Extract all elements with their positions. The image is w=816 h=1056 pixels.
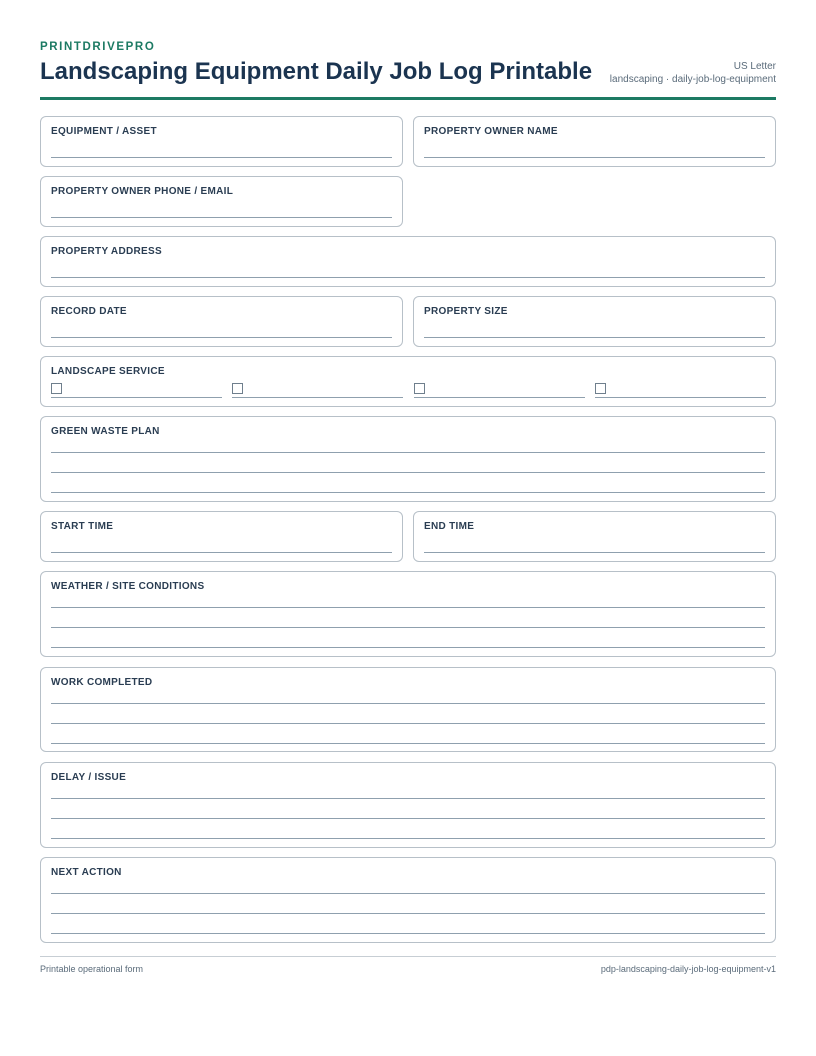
equipment-asset-field[interactable]: [40, 116, 403, 167]
write-line[interactable]: [51, 933, 765, 934]
property-size-field[interactable]: [413, 296, 776, 347]
write-line[interactable]: [51, 552, 392, 553]
property-address-label: PROPERTY ADDRESS: [51, 246, 162, 257]
write-line[interactable]: [51, 703, 765, 704]
footer-left-text: Printable operational form: [40, 964, 144, 974]
write-line[interactable]: [51, 472, 765, 473]
option-write-line[interactable]: [51, 397, 222, 398]
end-time-field[interactable]: [413, 511, 776, 562]
start-time-label: START TIME: [51, 521, 114, 532]
brand-name: PRINTDRIVEPRO: [40, 41, 156, 53]
write-line[interactable]: [51, 217, 392, 218]
header-rule: [40, 97, 776, 100]
delay-issue-field[interactable]: [40, 762, 776, 848]
write-line[interactable]: [51, 743, 765, 744]
checkbox[interactable]: [414, 383, 425, 394]
property-owner-contact-field[interactable]: [40, 176, 403, 227]
form-tags: landscaping · daily-job-log-equipment: [609, 74, 776, 85]
write-line[interactable]: [424, 552, 765, 553]
delay-issue-label: DELAY / ISSUE: [51, 772, 127, 783]
write-line[interactable]: [51, 337, 392, 338]
option-write-line[interactable]: [414, 397, 585, 398]
option-write-line[interactable]: [595, 397, 766, 398]
green-waste-plan-field[interactable]: [40, 416, 776, 502]
weather-site-conditions-label: WEATHER / SITE CONDITIONS: [51, 581, 205, 592]
weather-site-conditions-field[interactable]: [40, 571, 776, 657]
footer-rule: [40, 956, 776, 957]
write-line[interactable]: [51, 452, 765, 453]
write-line[interactable]: [51, 627, 765, 628]
landscape-service-option[interactable]: [414, 382, 585, 398]
checkbox[interactable]: [232, 383, 243, 394]
write-line[interactable]: [51, 607, 765, 608]
write-line[interactable]: [51, 723, 765, 724]
landscape-service-label: LANDSCAPE SERVICE: [51, 366, 165, 377]
work-completed-label: WORK COMPLETED: [51, 677, 153, 688]
write-line[interactable]: [51, 838, 765, 839]
page-title: Landscaping Equipment Daily Job Log Printable: [40, 58, 593, 85]
next-action-label: NEXT ACTION: [51, 867, 122, 878]
start-time-field[interactable]: [40, 511, 403, 562]
landscape-service-option[interactable]: [51, 382, 222, 398]
write-line[interactable]: [51, 647, 765, 648]
green-waste-plan-label: GREEN WASTE PLAN: [51, 426, 160, 437]
page-meta: [610, 60, 776, 86]
write-line[interactable]: [51, 893, 765, 894]
write-line[interactable]: [51, 798, 765, 799]
property-size-label: PROPERTY SIZE: [424, 306, 508, 317]
write-line[interactable]: [424, 337, 765, 338]
paper-size: US Letter: [733, 61, 776, 72]
record-date-field[interactable]: [40, 296, 403, 347]
record-date-label: RECORD DATE: [51, 306, 127, 317]
write-line[interactable]: [51, 913, 765, 914]
write-line[interactable]: [51, 492, 765, 493]
end-time-label: END TIME: [424, 521, 475, 532]
write-line[interactable]: [51, 157, 392, 158]
option-write-line[interactable]: [232, 397, 403, 398]
landscape-service-option[interactable]: [232, 382, 403, 398]
property-address-field[interactable]: [40, 236, 776, 287]
property-owner-name-field[interactable]: [413, 116, 776, 167]
write-line[interactable]: [51, 277, 765, 278]
write-line[interactable]: [424, 157, 765, 158]
equipment-asset-label: EQUIPMENT / ASSET: [51, 126, 157, 137]
checkbox[interactable]: [595, 383, 606, 394]
property-owner-contact-label: PROPERTY OWNER PHONE / EMAIL: [51, 186, 234, 197]
property-owner-name-label: PROPERTY OWNER NAME: [424, 126, 558, 137]
next-action-field[interactable]: [40, 857, 776, 943]
work-completed-field[interactable]: [40, 667, 776, 752]
checkbox[interactable]: [51, 383, 62, 394]
footer-form-id: pdp-landscaping-daily-job-log-equipment-v1: [600, 964, 776, 974]
landscape-service-option[interactable]: [595, 382, 766, 398]
write-line[interactable]: [51, 818, 765, 819]
landscape-service-field: [40, 356, 776, 407]
